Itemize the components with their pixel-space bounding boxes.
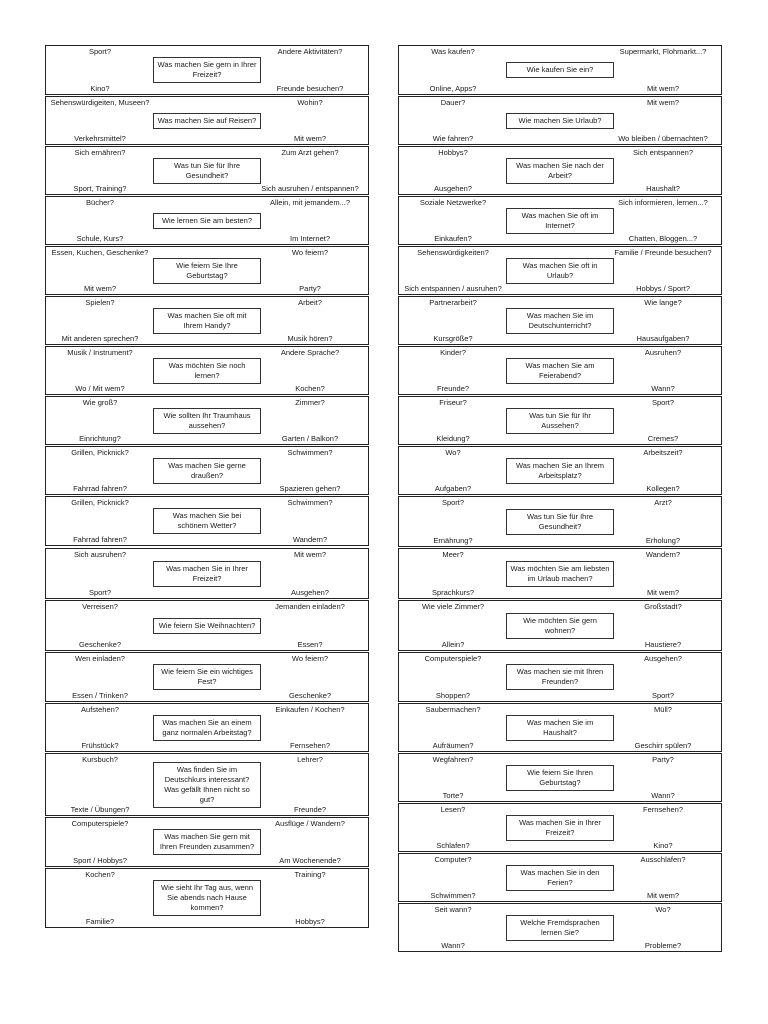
prompt-bottom-right: Mit wem?: [646, 891, 680, 900]
prompt-bottom-left: Einrichtung?: [79, 434, 121, 443]
prompt-bottom-right: Garten / Balkon?: [281, 434, 339, 443]
prompt-top-right: Arzt?: [654, 498, 672, 507]
prompt-top-right: Wo feiern?: [291, 248, 329, 257]
question-card: [398, 548, 722, 599]
prompt-bottom-right: Am Wochenende?: [279, 856, 341, 865]
question-box: Wie feiern Sie Weihnachten?: [153, 618, 261, 634]
question-box: Wie machen Sie Urlaub?: [506, 113, 614, 129]
prompt-bottom-left: Texte / Übungen?: [70, 805, 130, 814]
prompt-bottom-right: Kollegen?: [646, 484, 680, 493]
question-card: [45, 146, 369, 195]
prompt-top-left: Essen, Kuchen, Geschenke?: [51, 248, 149, 257]
prompt-top-left: Grillen, Picknick?: [71, 498, 129, 507]
question-card: [398, 196, 722, 245]
prompt-bottom-right: Hobbys / Sport?: [636, 284, 690, 293]
prompt-top-left: Sport?: [441, 498, 465, 507]
question-card: [398, 803, 722, 852]
prompt-top-right: Zum Arzt gehen?: [281, 148, 339, 157]
prompt-top-left: Verreisen?: [82, 602, 118, 611]
question-box: Was machen Sie an einem ganz normalen Arbeitstag?: [153, 715, 261, 741]
question-box: Was machen Sie in Ihrer Freizeit?: [153, 561, 261, 587]
question-card: [45, 45, 369, 95]
prompt-bottom-right: Freunde besuchen?: [276, 84, 344, 93]
prompt-top-left: Sehenswürdigkeiten?: [417, 248, 489, 257]
prompt-top-right: Mit wem?: [293, 550, 327, 559]
prompt-top-left: Wo?: [445, 448, 461, 457]
prompt-bottom-right: Wann?: [651, 384, 675, 393]
prompt-top-right: Zimmer?: [295, 398, 325, 407]
question-card: [398, 96, 722, 145]
prompt-bottom-right: Haushalt?: [646, 184, 680, 193]
question-box: Was machen Sie in Ihrer Freizeit?: [506, 815, 614, 841]
prompt-bottom-left: Sprachkurs?: [431, 588, 475, 597]
question-box: Was möchten Sie am liebsten im Urlaub machen?: [506, 561, 614, 587]
prompt-top-left: Sich ausruhen?: [73, 550, 127, 559]
prompt-top-right: Sport?: [651, 398, 675, 407]
question-box: Wie möchten Sie gern wohnen?: [506, 613, 614, 639]
question-card: [398, 246, 722, 295]
prompt-bottom-right: Mit wem?: [646, 588, 680, 597]
prompt-bottom-right: Fernsehen?: [289, 741, 331, 750]
prompt-top-left: Lesen?: [440, 805, 466, 814]
prompt-bottom-left: Geschenke?: [78, 640, 122, 649]
question-box: Wie sieht Ihr Tag aus, wenn Sie abends nach Hause kommen?: [153, 880, 261, 916]
prompt-top-right: Wandern?: [645, 550, 681, 559]
prompt-bottom-left: Sport?: [88, 588, 112, 597]
prompt-bottom-left: Essen / Trinken?: [72, 691, 128, 700]
prompt-bottom-left: Frühstück?: [81, 741, 119, 750]
question-card: [398, 45, 722, 95]
prompt-top-right: Wohin?: [297, 98, 323, 107]
prompt-bottom-right: Probleme?: [644, 941, 682, 950]
prompt-top-right: Ausflüge / Wandern?: [275, 819, 345, 828]
prompt-top-right: Jemanden einladen?: [275, 602, 345, 611]
prompt-top-left: Sport?: [88, 47, 112, 56]
prompt-bottom-right: Kochen?: [295, 384, 325, 393]
question-card: [398, 396, 722, 445]
prompt-bottom-left: Sport, Training?: [73, 184, 127, 193]
prompt-bottom-left: Online, Apps?: [429, 84, 477, 93]
question-card: [45, 652, 369, 702]
question-box: Wie sollten Ihr Traumhaus aussehen?: [153, 408, 261, 434]
prompt-top-right: Andere Sprache?: [280, 348, 340, 357]
prompt-top-left: Soziale Netzwerke?: [419, 198, 487, 207]
prompt-top-left: Was kaufen?: [431, 47, 475, 56]
question-box: Wie feiern Sie ein wichtiges Fest?: [153, 664, 261, 690]
question-card: [398, 146, 722, 195]
question-box: Was tun Sie für Ihre Gesundheit?: [153, 158, 261, 184]
prompt-bottom-right: Erholung?: [645, 536, 681, 545]
question-card: [45, 446, 369, 495]
prompt-bottom-left: Aufgaben?: [434, 484, 472, 493]
question-card: [45, 496, 369, 546]
question-card: [398, 903, 722, 952]
question-card: [45, 600, 369, 651]
question-box: Was machen sie mit Ihren Freunden?: [506, 664, 614, 690]
prompt-bottom-left: Verkehrsmittel?: [74, 134, 126, 143]
prompt-top-left: Sehenswürdigeiten, Museen?: [50, 98, 150, 107]
question-box: Was tun Sie für Ihr Aussehen?: [506, 408, 614, 434]
prompt-bottom-left: Schlafen?: [436, 841, 470, 850]
prompt-top-right: Schwimmen?: [287, 448, 333, 457]
prompt-bottom-left: Schule, Kurs?: [76, 234, 124, 243]
prompt-bottom-left: Ausgehen?: [434, 184, 472, 193]
prompt-top-right: Einkaufen / Kochen?: [275, 705, 345, 714]
prompt-bottom-right: Chatten, Bloggen...?: [628, 234, 698, 243]
prompt-bottom-right: Spazieren gehen?: [279, 484, 341, 493]
question-card: [45, 817, 369, 867]
prompt-bottom-right: Musik hören?: [287, 334, 333, 343]
prompt-bottom-right: Wo bleiben / übernachten?: [618, 134, 708, 143]
question-box: Was machen Sie in den Ferien?: [506, 865, 614, 891]
question-box: Was machen Sie gerne draußen?: [153, 458, 261, 484]
question-box: Was machen Sie im Haushalt?: [506, 715, 614, 741]
prompt-top-right: Wie lange?: [644, 298, 682, 307]
question-card: [398, 652, 722, 702]
question-card: [398, 853, 722, 902]
question-card: [45, 246, 369, 295]
prompt-bottom-right: Kino?: [653, 841, 673, 850]
prompt-top-left: Dauer?: [440, 98, 466, 107]
prompt-bottom-right: Im Internet?: [289, 234, 331, 243]
prompt-bottom-left: Ernährung?: [433, 536, 473, 545]
question-card: [45, 196, 369, 245]
prompt-bottom-left: Schwimmen?: [430, 891, 476, 900]
prompt-bottom-right: Essen?: [297, 640, 323, 649]
prompt-top-left: Saubermachen?: [425, 705, 481, 714]
prompt-bottom-left: Fahrrad fahren?: [73, 535, 127, 544]
prompt-top-right: Allein, mit jemandem...?: [269, 198, 351, 207]
prompt-bottom-right: Wann?: [651, 791, 675, 800]
question-card: [45, 346, 369, 395]
prompt-bottom-right: Hausaufgaben?: [636, 334, 690, 343]
prompt-bottom-right: Ausgehen?: [291, 588, 329, 597]
prompt-bottom-left: Wo / Mit wem?: [75, 384, 125, 393]
prompt-top-right: Wo?: [655, 905, 671, 914]
prompt-bottom-right: Geschirr spülen?: [634, 741, 692, 750]
question-box: Was machen Sie oft im Internet?: [506, 208, 614, 234]
question-box: Was machen Sie oft mit Ihrem Handy?: [153, 308, 261, 334]
question-box: Was machen Sie am Feierabend?: [506, 358, 614, 384]
prompt-top-left: Spielen?: [85, 298, 115, 307]
question-box: Wie feiern Sie Ihre Geburtstag?: [153, 258, 261, 284]
question-card: [398, 496, 722, 547]
prompt-top-right: Fernsehen?: [642, 805, 684, 814]
prompt-bottom-right: Geschenke?: [288, 691, 332, 700]
question-box: Wie feiern Sie Ihren Geburtstag?: [506, 765, 614, 791]
question-card: [398, 600, 722, 651]
prompt-top-right: Party?: [652, 755, 674, 764]
prompt-top-right: Training?: [294, 870, 326, 879]
prompt-bottom-right: Party?: [299, 284, 321, 293]
prompt-top-left: Wen einladen?: [75, 654, 125, 663]
question-box: Was machen Sie auf Reisen?: [153, 113, 261, 129]
prompt-top-right: Andere Aktivitäten?: [277, 47, 343, 56]
question-box: Was finden Sie im Deutschkurs interessant? Was gefällt Ihnen nicht so gut?: [153, 762, 261, 808]
prompt-top-left: Computerspiele?: [71, 819, 129, 828]
prompt-bottom-left: Wann?: [441, 941, 465, 950]
question-box: Wie kaufen Sie ein?: [506, 62, 614, 78]
prompt-top-right: Sich informieren, lernen...?: [618, 198, 708, 207]
prompt-bottom-left: Kleidung?: [436, 434, 470, 443]
prompt-top-left: Musik / Instrument?: [67, 348, 133, 357]
prompt-top-right: Arbeitszeit?: [643, 448, 683, 457]
question-box: Was machen Sie gern in Ihrer Freizeit?: [153, 57, 261, 83]
prompt-top-right: Ausgehen?: [644, 654, 682, 663]
prompt-top-left: Seit wann?: [434, 905, 472, 914]
question-box: Was tun Sie für Ihre Gesundheit?: [506, 509, 614, 535]
prompt-bottom-right: Sich ausruhen / entspannen?: [261, 184, 359, 193]
question-card: [45, 396, 369, 445]
prompt-top-left: Bücher?: [86, 198, 114, 207]
prompt-bottom-left: Kino?: [90, 84, 110, 93]
prompt-bottom-left: Einkaufen?: [434, 234, 472, 243]
question-box: Wie lernen Sie am besten?: [153, 213, 261, 229]
question-box: Was möchten Sie noch lernen?: [153, 358, 261, 384]
prompt-top-right: Ausruhen?: [644, 348, 682, 357]
prompt-bottom-left: Mit wem?: [83, 284, 117, 293]
prompt-bottom-left: Wie fahren?: [432, 134, 474, 143]
prompt-top-left: Partnerarbeit?: [429, 298, 477, 307]
question-card: [45, 703, 369, 752]
prompt-top-left: Computer?: [434, 855, 472, 864]
prompt-bottom-left: Torte?: [442, 791, 464, 800]
prompt-top-left: Aufstehen?: [81, 705, 119, 714]
question-box: Was machen Sie nach der Arbeit?: [506, 158, 614, 184]
prompt-bottom-right: Haustiere?: [644, 640, 682, 649]
prompt-bottom-right: Freunde?: [293, 805, 327, 814]
question-box: Was machen Sie im Deutschunterricht?: [506, 308, 614, 334]
prompt-top-left: Kochen?: [85, 870, 115, 879]
question-card: [398, 346, 722, 395]
prompt-top-right: Schwimmen?: [287, 498, 333, 507]
prompt-bottom-left: Familie?: [85, 917, 115, 926]
prompt-top-right: Wo feiern?: [291, 654, 329, 663]
question-card: [45, 868, 369, 928]
prompt-bottom-left: Freunde?: [436, 384, 470, 393]
prompt-top-left: Sich ernähren?: [74, 148, 126, 157]
question-card: [398, 703, 722, 752]
prompt-top-right: Familie / Freunde besuchen?: [614, 248, 712, 257]
question-card: [45, 548, 369, 599]
prompt-top-left: Wegfahren?: [432, 755, 474, 764]
prompt-top-right: Supermarkt, Flohmarkt...?: [619, 47, 707, 56]
prompt-bottom-left: Sport / Hobbys?: [73, 856, 127, 865]
question-box: Was machen Sie oft in Urlaub?: [506, 258, 614, 284]
question-card: [45, 296, 369, 345]
question-card: [45, 753, 369, 816]
question-box: Was machen Sie gern mit Ihren Freunden zusammen?: [153, 829, 261, 855]
question-card: [398, 753, 722, 802]
prompt-top-right: Mit wem?: [646, 98, 680, 107]
prompt-bottom-left: Fahrrad fahren?: [73, 484, 127, 493]
prompt-bottom-left: Sich entspannen / ausruhen?: [404, 284, 502, 293]
question-box: Welche Fremdsprachen lernen Sie?: [506, 915, 614, 941]
question-card: [398, 296, 722, 345]
prompt-top-left: Kinder?: [440, 348, 466, 357]
prompt-bottom-right: Mit wem?: [646, 84, 680, 93]
prompt-bottom-left: Kursgröße?: [433, 334, 473, 343]
prompt-bottom-right: Hobbys?: [295, 917, 325, 926]
prompt-bottom-right: Mit wem?: [293, 134, 327, 143]
prompt-bottom-left: Shoppen?: [435, 691, 471, 700]
prompt-top-left: Wie viele Zimmer?: [421, 602, 485, 611]
prompt-bottom-left: Aufräumen?: [432, 741, 474, 750]
prompt-top-left: Grillen, Picknick?: [71, 448, 129, 457]
question-box: Was machen Sie an Ihrem Arbeitsplatz?: [506, 458, 614, 484]
prompt-top-right: Sich entspannen?: [632, 148, 694, 157]
prompt-top-left: Friseur?: [439, 398, 467, 407]
prompt-top-right: Lehrer?: [297, 755, 323, 764]
prompt-bottom-left: Allein?: [441, 640, 465, 649]
prompt-bottom-right: Cremes?: [647, 434, 679, 443]
prompt-bottom-right: Sport?: [651, 691, 675, 700]
prompt-top-right: Ausschlafen?: [640, 855, 686, 864]
prompt-top-right: Großstadt?: [644, 602, 682, 611]
prompt-top-left: Wie groß?: [82, 398, 118, 407]
question-box: Was machen Sie bei schönem Wetter?: [153, 508, 261, 534]
prompt-top-left: Hobbys?: [438, 148, 468, 157]
prompt-bottom-left: Mit anderen sprechen?: [61, 334, 139, 343]
prompt-top-right: Arbeit?: [298, 298, 322, 307]
prompt-top-left: Computerspiele?: [424, 654, 482, 663]
prompt-bottom-right: Wandern?: [292, 535, 328, 544]
prompt-top-left: Kursbuch?: [82, 755, 118, 764]
prompt-top-right: Müll?: [654, 705, 672, 714]
question-card: [45, 96, 369, 145]
prompt-top-left: Meer?: [442, 550, 464, 559]
question-card: [398, 446, 722, 495]
